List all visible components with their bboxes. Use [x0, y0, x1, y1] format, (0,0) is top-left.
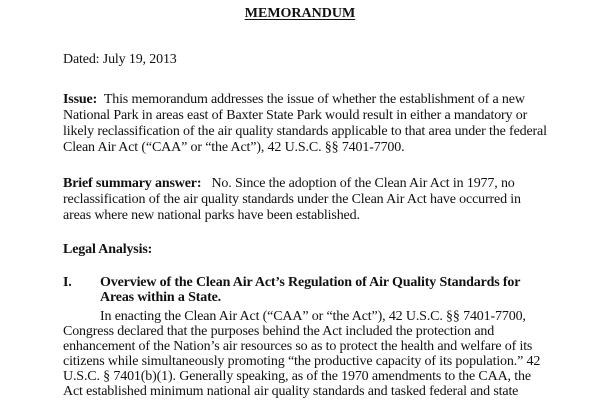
issue-line-1: [63, 92, 525, 107]
document-title: MEMORANDUM: [244, 6, 356, 21]
issue-line-4: Clean Air Act (“CAA” or “the Act”), 42 U.S.C. §§ 7401-7700.: [63, 140, 405, 155]
issue-label: Issue:: [63, 92, 98, 107]
section-heading-line-1: Overview of the Clean Air Act’s Regulation of Air Quality Standards for: [100, 275, 521, 290]
paragraph-line-2: Congress declared that the purposes behind the Act included the protection and: [63, 324, 495, 339]
brief-line-3: areas where new national parks have been established.: [63, 208, 360, 223]
dated-line: Dated: July 19, 2013: [63, 52, 177, 67]
brief-answer-label: Brief summary answer:: [63, 176, 202, 191]
issue-line-3: likely reclassification of the air quality standards applicable to that area under the federal: [63, 124, 547, 139]
brief-line-1: [63, 176, 515, 191]
brief-line-2: reclassification of the air quality standards under the Clean Air Act have occurred in: [63, 192, 521, 207]
issue-line-2: National Park in areas east of Baxter State Park would result in either a mandatory or: [63, 108, 528, 123]
paragraph-line-6: Act established minimum national air quality standards and tasked federal and state: [63, 384, 519, 399]
paragraph-line-1: In enacting the Clean Air Act (“CAA” or “the Act”), 42 U.S.C. §§ 7401-7700,: [100, 309, 526, 324]
brief-text: No. Since the adoption of the Clean Air Act in 1977, no: [211, 176, 515, 191]
paragraph-line-5: U.S.C. § 7401(b)(1). Generally speaking, as of the 1970 amendments to the CAA, the: [63, 369, 531, 384]
paragraph-line-4: citizens while simultaneously promoting “the productive capacity of its population.” 42: [63, 354, 541, 369]
legal-analysis-heading: Legal Analysis:: [63, 242, 153, 257]
issue-text: This memorandum addresses the issue of whether the establishment of a new: [103, 92, 525, 107]
section-number: I.: [63, 275, 72, 290]
section-heading-line-2: Areas within a State.: [100, 290, 222, 305]
paragraph-line-3: enhancement of the Nation’s air resources so as to protect the health and welfare of its: [63, 339, 533, 354]
